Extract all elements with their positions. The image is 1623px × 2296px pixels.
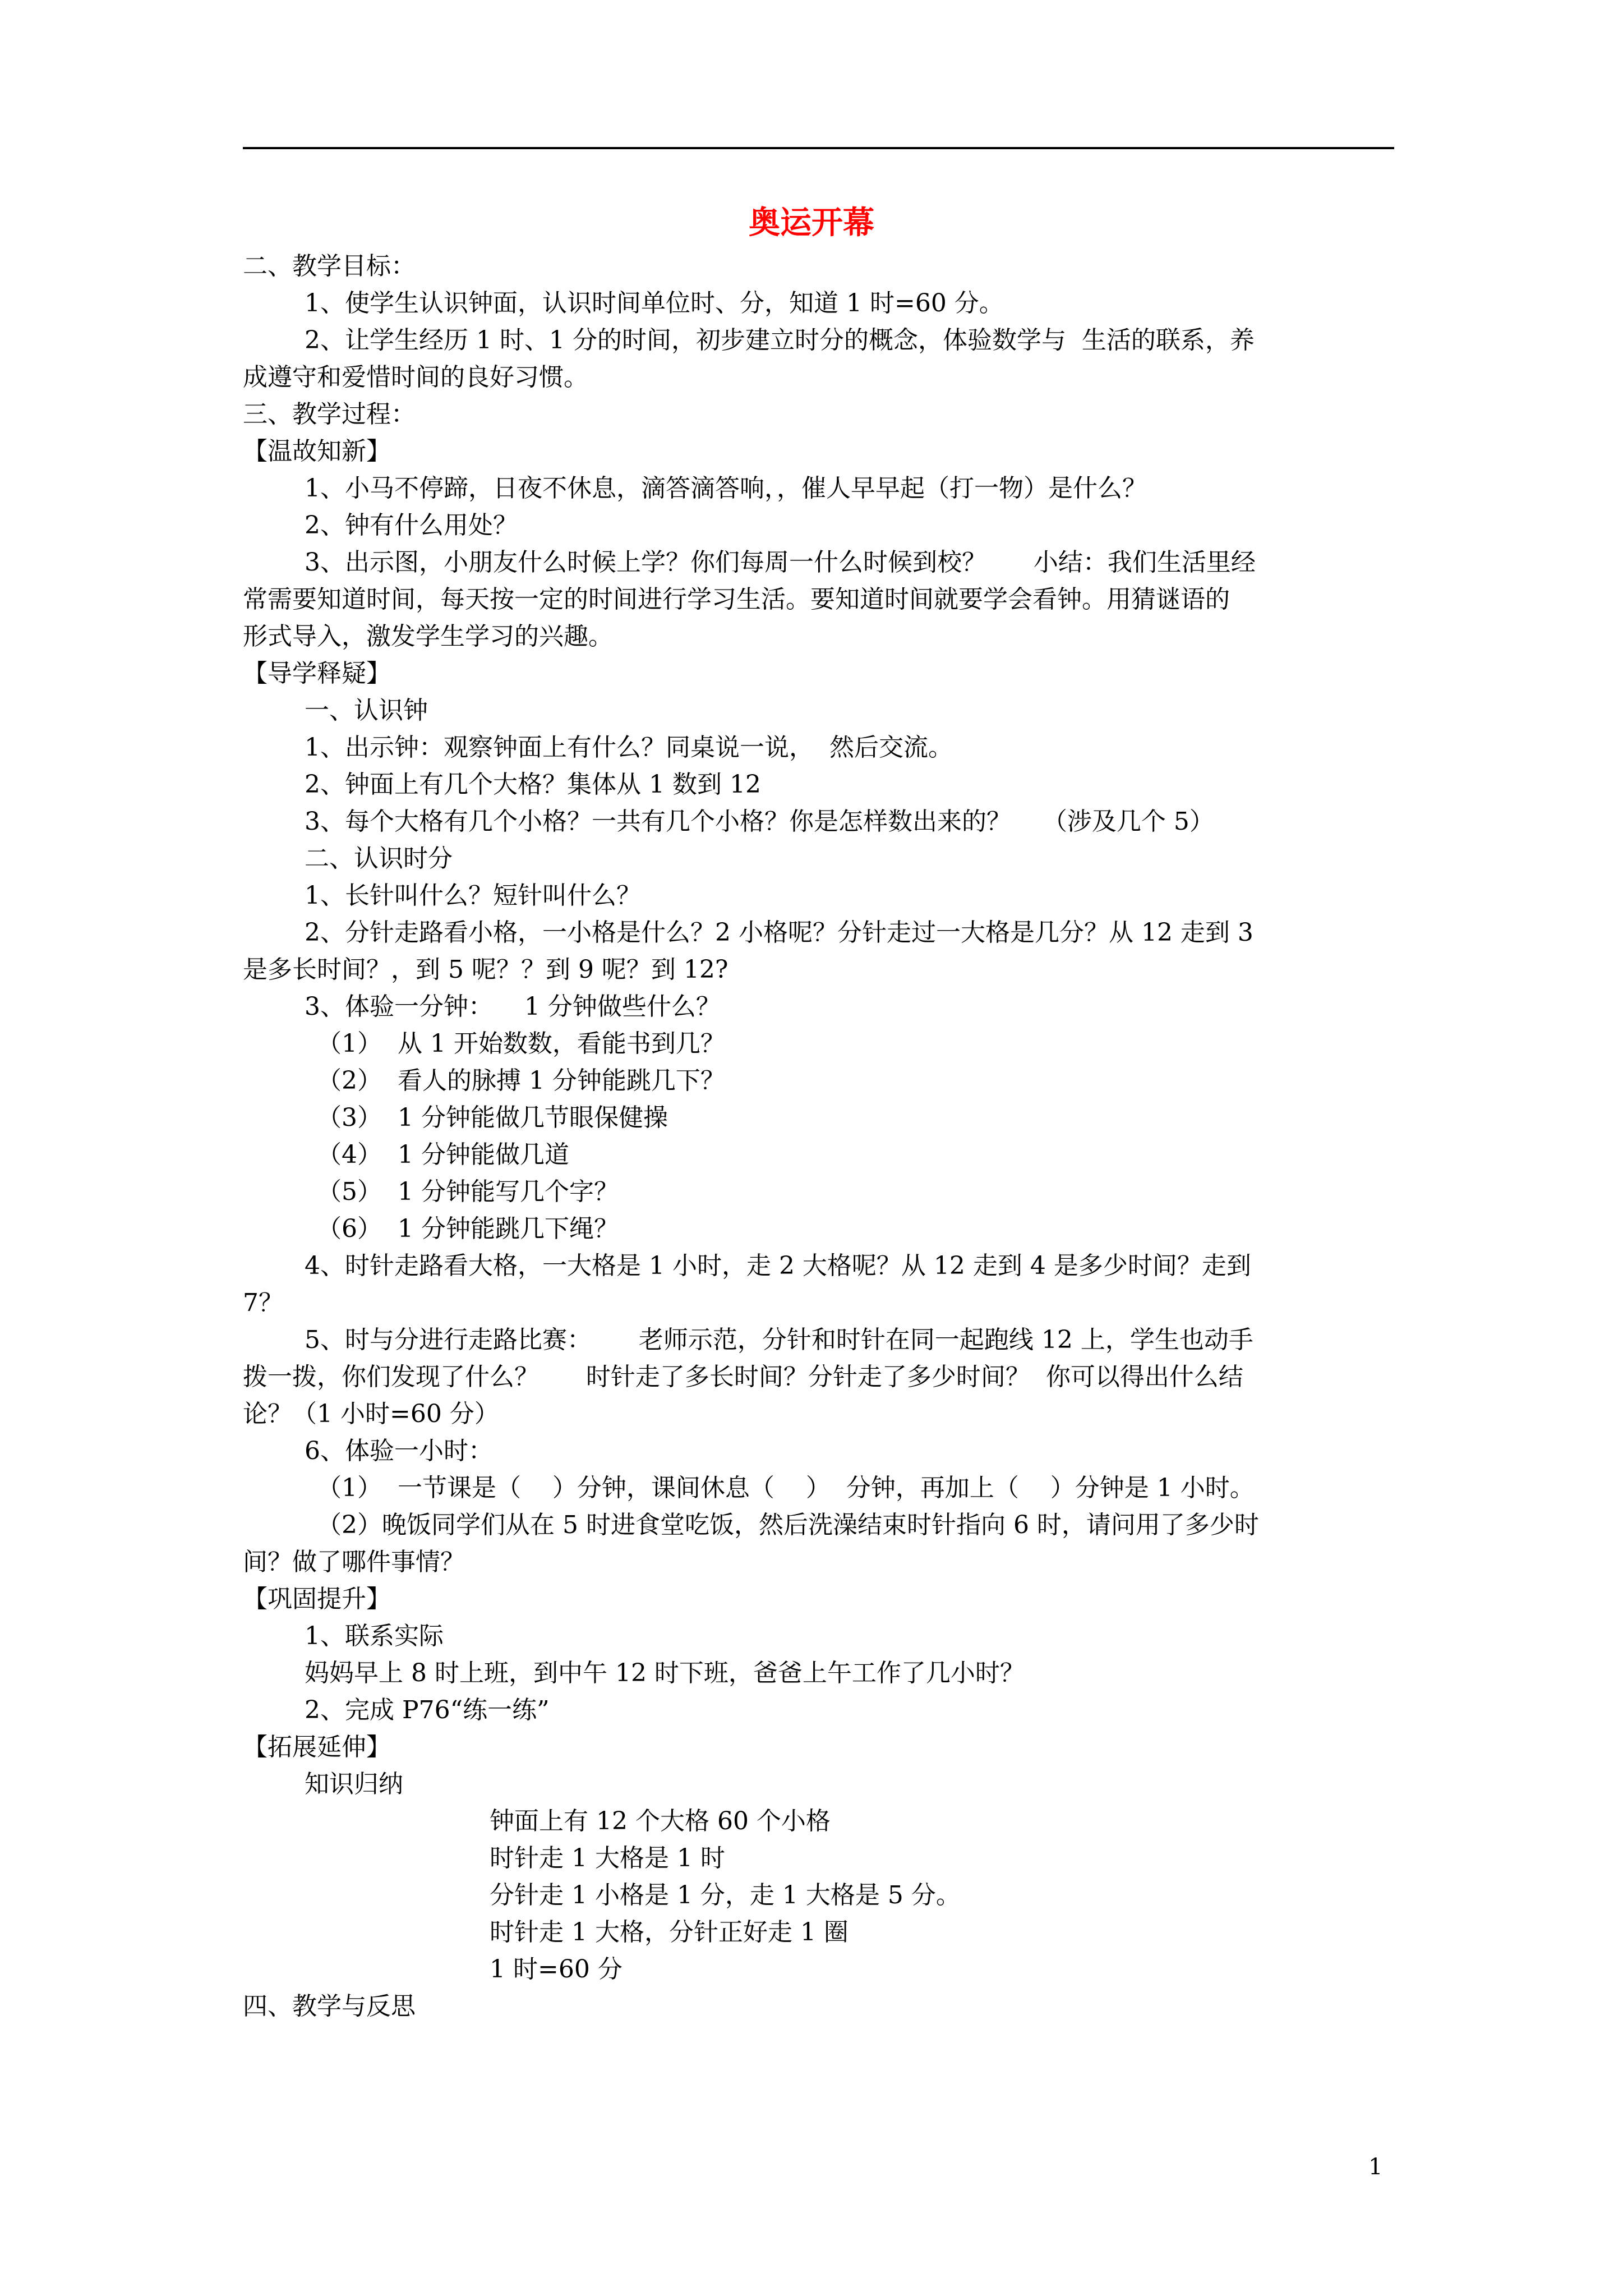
text-line: 知识归纳 (305, 1770, 403, 1798)
text-line: 三、教学过程： (243, 400, 416, 429)
text-line: 3、每个大格有几个小格？一共有几个小格？你是怎样数出来的？ （涉及几个 5） (305, 807, 1214, 836)
text-line: 形式导入，激发学生学习的兴趣。 (243, 622, 613, 651)
text-line: 2、让学生经历 1 时、1 分的时间，初步建立时分的概念，体验数学与 生活的联系，养 (305, 326, 1255, 355)
text-line: 时针走 1 大格是 1 时 (490, 1844, 725, 1872)
text-line: （2）晚饭同学们从在 5 时进食堂吃饭，然后洗澡结束时针指向 6 时，请问用了多少时 (317, 1511, 1259, 1539)
text-line: 2、钟面上有几个大格？集体从 1 数到 12 (305, 770, 761, 799)
text-line: 2、完成 P76“练一练” (305, 1696, 550, 1724)
text-line: 妈妈早上 8 时上班，到中午 12 时下班，爸爸上午工作了几小时？ (305, 1659, 1025, 1687)
document-title: 奥运开幕 (749, 204, 874, 241)
text-line: 拨一拨，你们发现了什么？ 时针走了多长时间？分针走了多少时间？ 你可以得出什么结 (243, 1363, 1243, 1391)
text-line: 2、钟有什么用处？ (305, 511, 518, 540)
text-line: 论？（1 小时=60 分） (243, 1400, 499, 1428)
text-line: 【拓展延伸】 (243, 1733, 391, 1761)
text-line: 1、小马不停蹄，日夜不休息，滴答滴答响，，催人早早起（打一物）是什么？ (305, 474, 1147, 503)
text-line: 6、体验一小时： (305, 1437, 493, 1465)
text-line: （5） 1 分钟能写几个字？ (317, 1177, 619, 1206)
text-line: （1） 从 1 开始数数，看能书到几？ (317, 1029, 725, 1058)
text-line: 二、认识时分 (305, 844, 453, 873)
text-line: 是多长时间？，到 5 呢？？到 9 呢？到 12? (243, 955, 728, 984)
text-line: 四、教学与反思 (243, 1992, 416, 2021)
text-line: 4、时针走路看大格，一大格是 1 小时，走 2 大格呢？从 12 走到 4 是多少时间？走到 (305, 1251, 1251, 1280)
text-line: 【温故知新】 (243, 437, 391, 466)
text-line: 【导学释疑】 (243, 659, 391, 688)
text-line: 常需要知道时间，每天按一定的时间进行学习生活。要知道时间就要学会看钟。用猜谜语的 (243, 585, 1230, 614)
text-line: 1、长针叫什么？短针叫什么？ (305, 881, 641, 910)
text-line: （3） 1 分钟能做几节眼保健操 (317, 1103, 668, 1132)
text-line: 钟面上有 12 个大格 60 个小格 (490, 1807, 831, 1835)
text-line: （2） 看人的脉搏 1 分钟能跳几下？ (317, 1066, 725, 1095)
page-number: 1 (1368, 2154, 1383, 2180)
text-line: 3、出示图，小朋友什么时候上学？你们每周一什么时候到校？ 小结：我们生活里经 (305, 548, 1256, 577)
text-line: 1 时=60 分 (490, 1955, 623, 1984)
header-rule (243, 147, 1394, 149)
text-line: 成遵守和爱惜时间的良好习惯。 (243, 363, 588, 392)
text-line: 7？ (243, 1289, 283, 1317)
text-line: 间？做了哪件事情？ (243, 1548, 465, 1576)
text-line: （6） 1 分钟能跳几下绳？ (317, 1214, 619, 1243)
text-line: 1、出示钟：观察钟面上有什么？同桌说一说， 然后交流。 (305, 733, 953, 762)
text-line: 一、认识钟 (305, 696, 428, 725)
text-line: 5、时与分进行走路比赛： 老师示范，分针和时针在同一起跑线 12 上，学生也动手 (305, 1326, 1253, 1354)
text-line: 1、联系实际 (305, 1622, 444, 1650)
text-line: （1） 一节课是（ ）分钟，课间休息（ ） 分钟，再加上（ ）分钟是 1 小时。 (317, 1474, 1255, 1502)
text-line: 2、分针走路看小格，一小格是什么？2 小格呢？分针走过一大格是几分？从 12 走到 3 (305, 918, 1253, 947)
text-line: （4） 1 分钟能做几道 (317, 1140, 569, 1169)
text-line: 二、教学目标： (243, 252, 416, 280)
text-line: 时针走 1 大格，分针正好走 1 圈 (490, 1918, 849, 1947)
document-body (243, 248, 1398, 2025)
text-line: 【巩固提升】 (243, 1585, 391, 1613)
text-line: 3、体验一分钟： 1 分钟做些什么？ (305, 992, 721, 1021)
text-line: 分针走 1 小格是 1 分，走 1 大格是 5 分。 (490, 1881, 961, 1910)
text-line: 1、使学生认识钟面，认识时间单位时、分，知道 1 时=60 分。 (305, 289, 1004, 318)
